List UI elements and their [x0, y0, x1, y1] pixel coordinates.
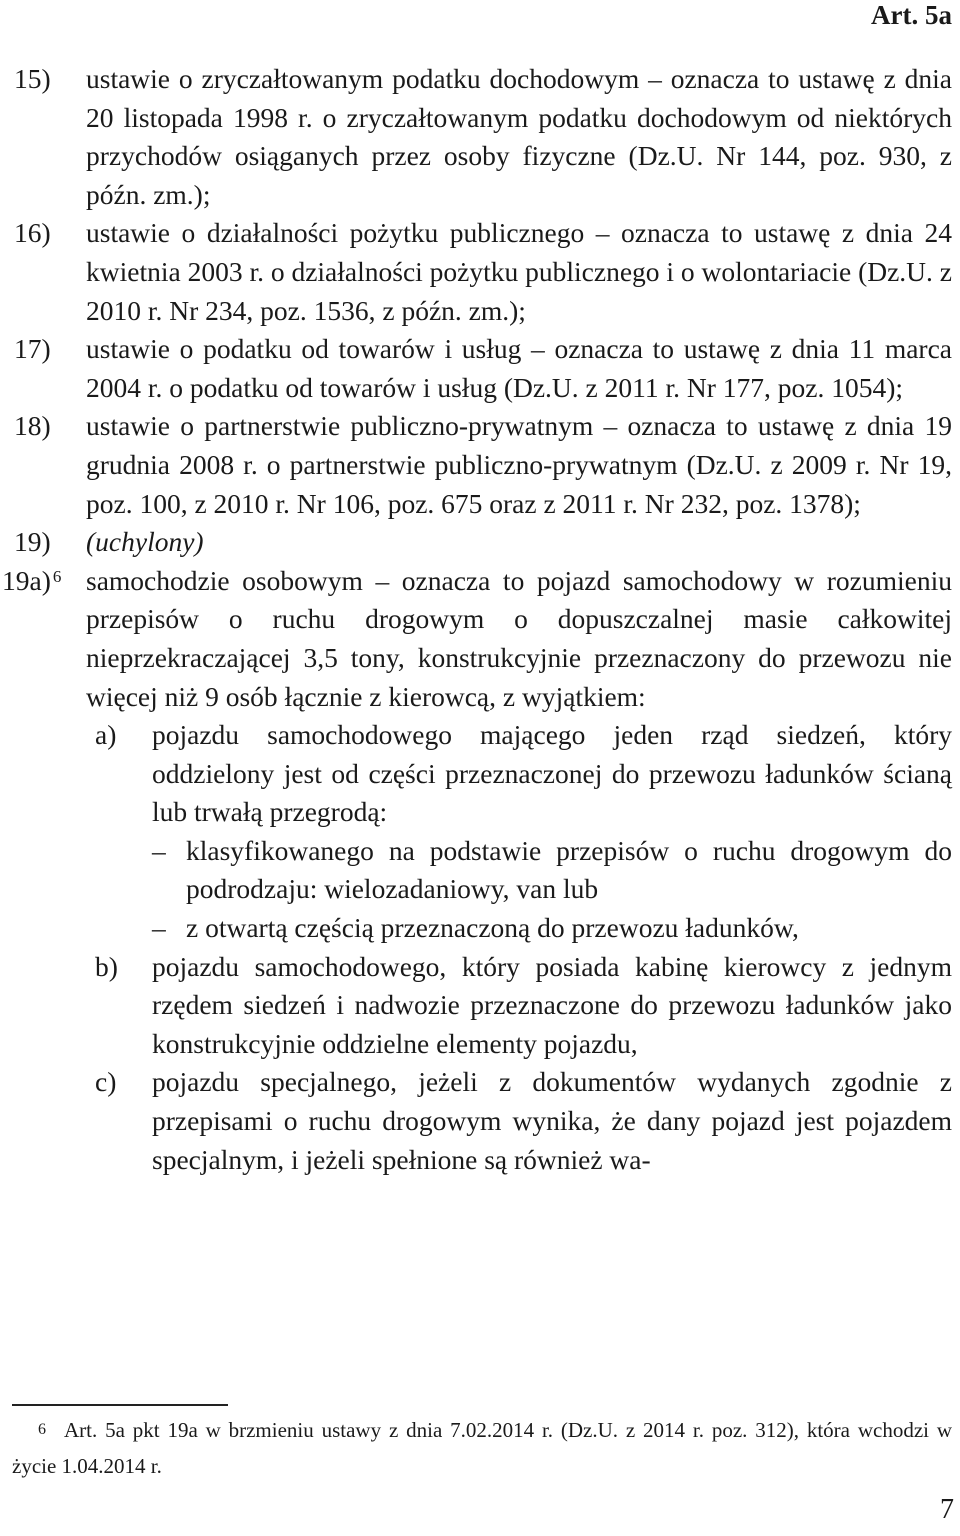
dash-text: z otwartą częścią przeznaczoną do przewozu ładunków,	[186, 912, 799, 944]
item-text-repealed: (uchylony)	[86, 526, 204, 558]
dash-mark: –	[152, 834, 166, 866]
list-item-16	[0, 214, 952, 330]
footnote-reference: 6	[52, 566, 62, 586]
subitem-text: pojazdu samochodowego mającego jeden rząd siedzeń, który oddzielony jest od części przeznaczonej do przewozu ładunków ścianą lub trwałą przegrodą:	[152, 719, 952, 828]
list-item-19a	[0, 562, 952, 716]
item-text: ustawie o zryczałtowanym podatku dochodowym – oznacza to ustawę z dnia 20 listopada 1998 r. o zryczałtowanym podatku dochodowym od niektórych przychodów osiąganych przez osoby fizyczne (Dz.U. Nr 144, poz. 930, z późn. zm.);	[86, 63, 952, 210]
item-number: 16)	[14, 217, 51, 249]
list-item-17	[0, 330, 952, 407]
item-number-label: 19a)	[2, 564, 51, 596]
item-text: ustawie o działalności pożytku publicznego – oznacza to ustawę z dnia 24 kwietnia 2003 r. o działalności pożytku publicznego i o wolontariacie (Dz.U. z 2010 r. Nr 234, poz. 1536, z późn. zm.);	[86, 217, 952, 326]
subitem-c	[0, 1063, 952, 1179]
footnote	[12, 1412, 952, 1484]
subitem-text: pojazdu samochodowego, który posiada kabinę kierowcy z jednym rzędem siedzeń i nadwozie przeznaczone do przewozu ładunków jako konstrukcyjnie oddzielne elementy pojazdu,	[152, 950, 952, 1059]
dash-item-2	[0, 909, 952, 948]
list-item-19	[0, 523, 952, 562]
definitions-list	[0, 60, 960, 1179]
dash-item-1	[0, 832, 952, 909]
page-number: 7	[940, 1494, 954, 1525]
footnote-divider	[12, 1404, 228, 1406]
item-text: ustawie o podatku od towarów i usług – oznacza to ustawę z dnia 11 marca 2004 r. o podatku od towarów i usług (Dz.U. z 2011 r. Nr 177, poz. 1054);	[86, 333, 952, 403]
footnote-text: Art. 5a pkt 19a w brzmieniu ustawy z dnia 7.02.2014 r. (Dz.U. z 2014 r. poz. 312), która wchodzi w życie 1.04.2014 r.	[12, 1418, 952, 1478]
item-number: 18)	[14, 410, 51, 442]
subitem-letter: a)	[95, 719, 117, 751]
subitem-letter: b)	[95, 950, 118, 982]
footnote-mark: 6	[38, 1421, 46, 1438]
list-item-18	[0, 407, 952, 523]
item-text: samochodzie osobowym – oznacza to pojazd samochodowy w rozumieniu przepisów o ruchu drogowym o dopuszczalnej masie całkowitej nieprzekraczającej 3,5 tony, konstrukcyjnie przeznaczony do przewozu nie więcej niż 9 osób łącznie z kierowcą, z wyjątkiem:	[86, 564, 952, 712]
item-text: ustawie o partnerstwie publiczno-prywatnym – oznacza to ustawę z dnia 19 grudnia 2008 r. o partnerstwie publiczno-prywatnym (Dz.U. z 2009 r. Nr 19, poz. 100, z 2010 r. Nr 106, poz. 675 oraz z 2011 r. Nr 232, poz. 1378);	[86, 410, 952, 519]
item-number: 15)	[14, 63, 51, 94]
item-number: 19)	[14, 526, 51, 558]
subitem-b	[0, 948, 952, 1064]
subitem-letter: c)	[95, 1066, 117, 1098]
dash-mark: –	[152, 912, 166, 944]
dash-text: klasyfikowanego na podstawie przepisów o ruchu drogowym do podrodzaju: wielozadaniowy, van lub	[186, 834, 952, 905]
item-number	[2, 562, 61, 601]
subitem-text: pojazdu specjalnego, jeżeli z dokumentów wydanych zgodnie z przepisami o ruchu drogowym wynika, że dany pojazd jest pojazdem specjalnym, i jeżeli spełnione są również wa-	[152, 1066, 952, 1175]
article-header: Art. 5a	[871, 0, 952, 30]
item-number: 17)	[14, 333, 51, 365]
list-item-15	[0, 60, 952, 214]
subitem-a	[0, 716, 952, 832]
